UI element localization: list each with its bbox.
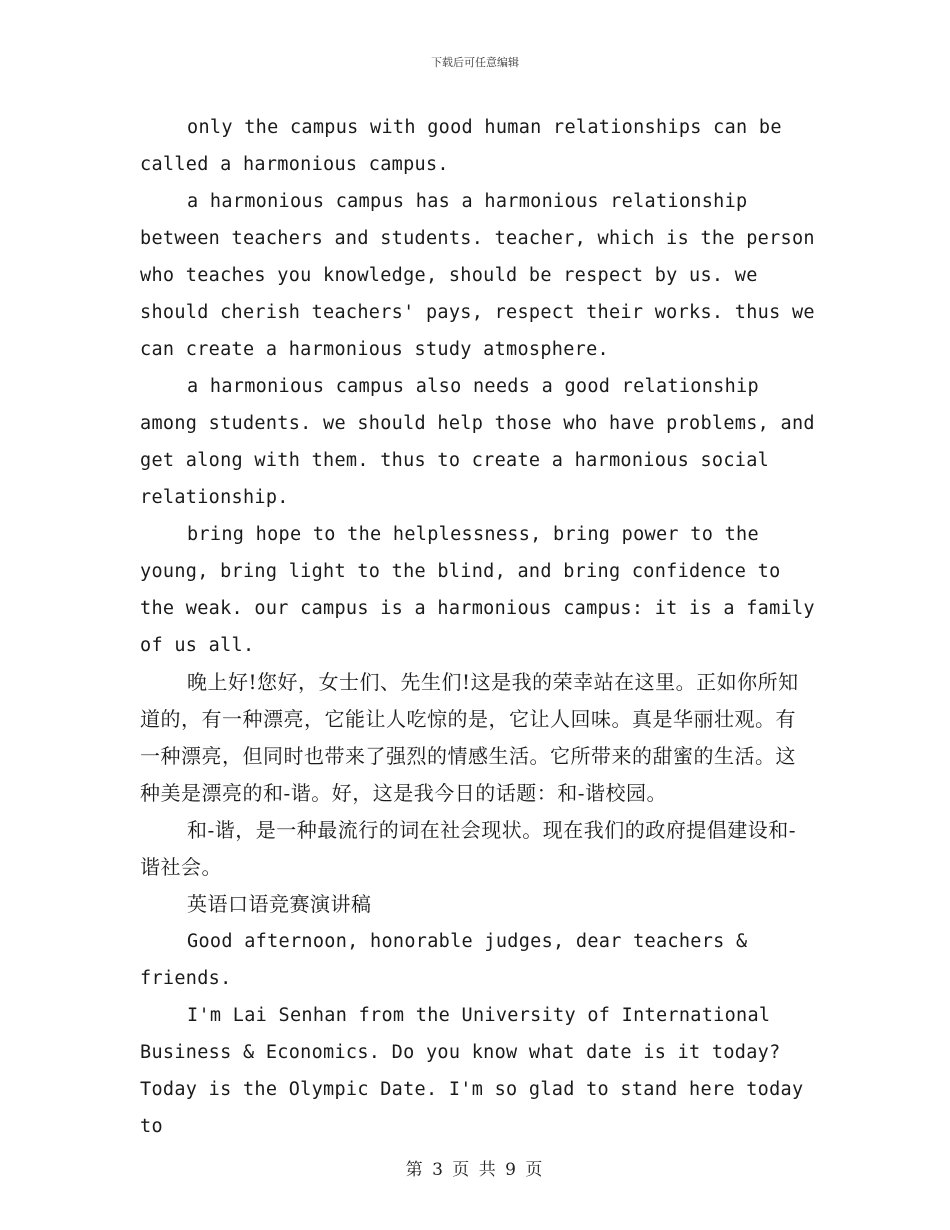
paragraph: 和-谐，是一种最流行的词在社会现状。现在我们的政府提倡建设和-谐社会。 [140,818,797,879]
paragraph: I'm Lai Senhan from the University of International Business & Economics. Do you know what date is it today? Today is the Olympic Date. I'm so glad to stand here today to [140,1005,804,1137]
paragraph: only the campus with good human relationships can be called a harmonious campus. [140,117,782,175]
page-header-note: 下载后可任意编辑 [431,56,519,69]
page-number: 第 3 页 共 9 页 [405,1160,545,1180]
paragraph: 晚上好!您好，女士们、先生们!这是我的荣幸站在这里。正如你所知道的，有一种漂亮，它能让人吃惊的是，它让人回味。真是华丽壮观。有一种漂亮，但同时也带来了强烈的情感生活。它所带来的甜蜜的生活。这种美是漂亮的和-谐。好，这是我今日的话题：和-谐校园。 [140,670,799,805]
paragraph: Good afternoon, honorable judges, dear teachers & friends. [140,931,748,989]
section-title: 英语口语竞赛演讲稿 [187,892,372,916]
paragraph: a harmonious campus has a harmonious relationship between teachers and students. teacher, which is the person who teaches you knowledge, should be respect by us. we should cherish teachers' pays, respect their works. thus we can create a harmonious study atmosphere. [140,191,815,360]
paragraph: a harmonious campus also needs a good relationship among students. we should help those who have problems, and get along with them. thus to create a harmonious social relationship. [140,376,815,508]
paragraph: bring hope to the helplessness, bring power to the young, bring light to the blind, and bring confidence to the weak. our campus is a harmonious campus: it is a family of us all. [140,524,815,656]
document-body [140,109,815,1145]
